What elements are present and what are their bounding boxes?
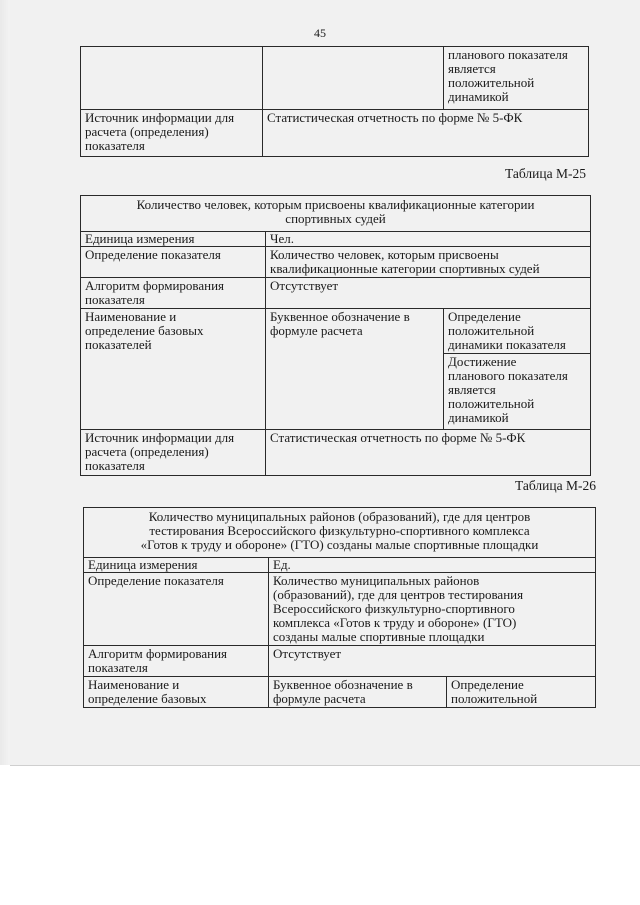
m25-base-definition: Определение положительной динамики показателя	[444, 309, 591, 354]
m26-definition-label: Определение показателя	[84, 573, 269, 646]
m26-base-symbol: Буквенное обозначение в формуле расчета	[269, 677, 447, 708]
m26-algorithm-label: Алгоритм формирования показателя	[84, 646, 269, 677]
m26-unit-label: Единица измерения	[84, 558, 269, 573]
m26-unit-value: Ед.	[269, 558, 596, 573]
m25-definition-value: Количество человек, которым присвоены квалификационные категории спортивных судей	[266, 247, 591, 278]
m25-title: Количество человек, которым присвоены квалификационные категории спортивных судей	[81, 196, 591, 232]
table-m26	[83, 507, 596, 708]
m26-base-label: Наименование и определение базовых	[84, 677, 269, 708]
cont-goal-text: планового показателя является положительной динамикой	[444, 47, 589, 110]
m25-base-label: Наименование и определение базовых показателей	[81, 309, 266, 430]
m25-source-value: Статистическая отчетность по форме № 5-ФК	[266, 430, 591, 476]
m26-base-definition: Определение положительной	[447, 677, 596, 708]
m26-title: Количество муниципальных районов (образований), где для центров тестирования Всероссийского физкультурно-спортивного комплекса «Готов к труду и обороне» (ГТО) созданы малые спортивные площадки	[84, 508, 596, 558]
m25-definition-label: Определение показателя	[81, 247, 266, 278]
cont-source-value: Статистическая отчетность по форме № 5-ФК	[263, 110, 589, 157]
table-continued	[80, 46, 589, 157]
table-m25	[80, 195, 591, 476]
cont-empty-cell-1	[81, 47, 263, 110]
m25-base-symbol: Буквенное обозначение в формуле расчета	[266, 309, 444, 430]
m25-unit-label: Единица измерения	[81, 232, 266, 247]
m25-base-achievement: Достижение планового показателя является положительной динамикой	[444, 354, 591, 430]
page-number: 45	[314, 26, 326, 40]
table-m26-caption: Таблица М-26	[515, 478, 596, 493]
table-m25-caption: Таблица М-25	[505, 166, 586, 181]
cont-source-label: Источник информации для расчета (определения) показателя	[81, 110, 263, 157]
cont-empty-cell-2	[263, 47, 444, 110]
scan-edge	[0, 0, 10, 765]
m25-algorithm-label: Алгоритм формирования показателя	[81, 278, 266, 309]
m26-algorithm-value: Отсутствует	[269, 646, 596, 677]
m25-algorithm-value: Отсутствует	[266, 278, 591, 309]
m26-definition-value: Количество муниципальных районов (образований), где для центров тестирования Всероссийского физкультурно-спортивного комплекса «Готов к труду и обороне» (ГТО) созданы малые спортивные площадки	[269, 573, 596, 646]
m25-source-label: Источник информации для расчета (определения) показателя	[81, 430, 266, 476]
m25-unit-value: Чел.	[266, 232, 591, 247]
